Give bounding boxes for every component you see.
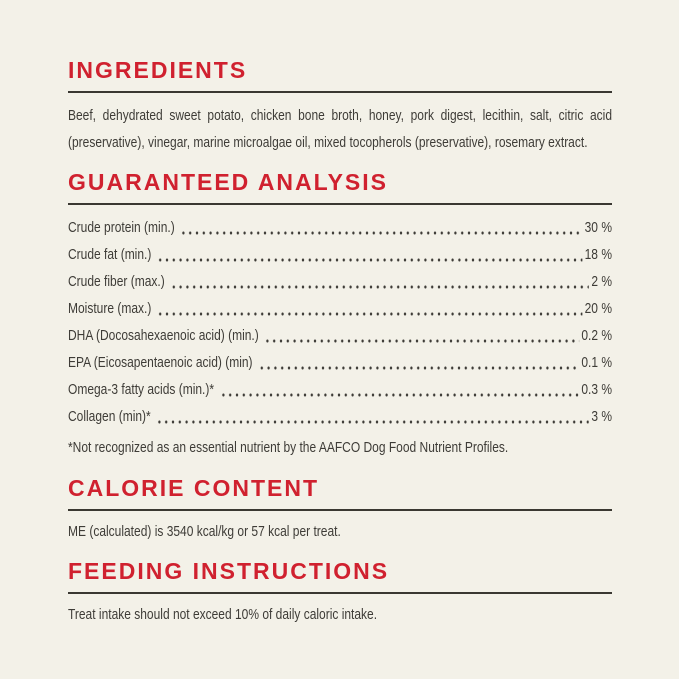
section-calorie-content [68,475,612,545]
section-feeding-instructions [68,558,612,628]
dot-leader [156,403,589,430]
calorie-text: ME (calculated) is 3540 kcal/kg or 57 kcal per treat. [68,523,341,540]
table-row [68,295,612,322]
row-value: 2 % [591,273,612,290]
dot-leader [180,214,582,241]
row-label: EPA (Eicosapentaenoic acid) (min) [68,354,253,371]
row-value: 0.2 % [581,327,612,344]
table-row [68,403,612,430]
row-value: 20 % [584,300,612,317]
dot-leader [170,268,589,295]
table-row [68,268,612,295]
dot-leader [157,241,582,268]
row-label: Moisture (max.) [68,300,152,317]
row-value: 30 % [584,219,612,236]
row-value: 18 % [584,246,612,263]
ingredients-divider [68,91,612,93]
calorie-content-title: CALORIE CONTENT [68,475,320,501]
table-row [68,376,612,403]
row-label: Omega-3 fatty acids (min.)* [68,381,215,398]
row-value: 0.3 % [581,381,612,398]
guaranteed-analysis-divider [68,203,612,205]
table-row [68,349,612,376]
row-label: Collagen (min)* [68,408,151,425]
row-label: Crude fiber (max.) [68,273,165,290]
table-row [68,322,612,349]
section-guaranteed-analysis [68,169,612,461]
table-row [68,214,612,241]
dot-leader [258,349,579,376]
row-label: Crude protein (min.) [68,219,175,236]
dot-leader [220,376,579,403]
guaranteed-analysis-title: GUARANTEED ANALYSIS [68,169,388,195]
row-value: 0.1 % [581,354,612,371]
analysis-table [68,214,612,430]
feeding-instructions-divider [68,592,612,594]
row-value: 3 % [591,408,612,425]
feeding-text: Treat intake should not exceed 10% of daily caloric intake. [68,606,378,623]
row-label: Crude fat (min.) [68,246,152,263]
calorie-content-divider [68,509,612,511]
section-ingredients [68,57,612,156]
row-label: DHA (Docosahexaenoic acid) (min.) [68,327,259,344]
dot-leader [157,295,582,322]
dot-leader [264,322,579,349]
analysis-footnote: *Not recognized as an essential nutrient by the AAFCO Dog Food Nutrient Profiles. [68,439,509,456]
feeding-instructions-title: FEEDING INSTRUCTIONS [68,558,390,584]
table-row [68,241,612,268]
ingredients-text: Beef, dehydrated sweet potato, chicken bone broth, honey, pork digest, lecithin, salt, citric acid (preservative), vinegar, marine microalgae oil, mixed tocopherols (preservative), rosemary extract. [68,107,612,151]
ingredients-title: INGREDIENTS [68,57,248,83]
